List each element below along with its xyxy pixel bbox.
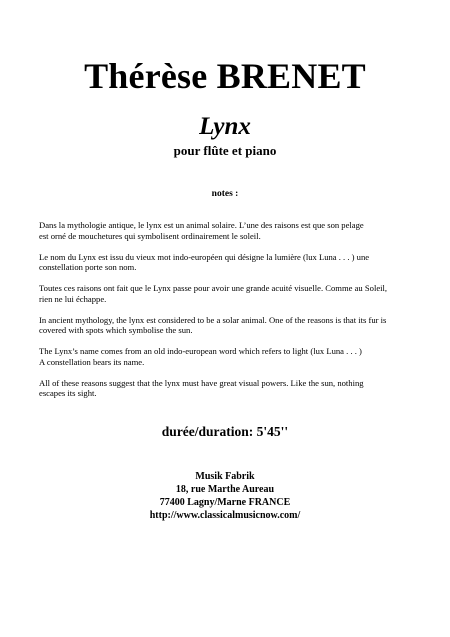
duration-label: durée/duration: 5'45'' (161, 424, 289, 439)
work-subtitle: pour flûte et piano (173, 143, 277, 158)
notes-line: Le nom du Lynx est issu du vieux mot indo-européen qui désigne la lumière (lux Luna . . . ) une (39, 251, 370, 262)
notes-paragraph-en-3 (39, 378, 429, 399)
publisher-url: http://www.classicalmusicnow.com/ (149, 510, 301, 521)
program-notes (39, 220, 429, 409)
notes-paragraph-fr-3 (39, 283, 429, 304)
notes-line: Dans la mythologie antique, le lynx est un animal solaire. L’une des raisons est que son pelage (39, 220, 364, 230)
notes-line: Toutes ces raisons ont fait que le Lynx passe pour avoir une grande acuité visuelle. Comme au Soleil, (39, 283, 388, 293)
notes-line: In ancient mythology, the lynx est considered to be a solar animal. One of the reasons is that its fur is (39, 314, 387, 325)
notes-paragraph-fr-1 (39, 220, 429, 241)
notes-paragraph-fr-2 (39, 252, 429, 273)
work-title: Lynx (199, 113, 251, 140)
notes-line: covered with spots which symbolise the sun. (39, 325, 193, 335)
notes-line: escapes its sight. (39, 388, 97, 398)
publisher-block (0, 470, 450, 522)
notes-line: All of these reasons suggest that the lynx must have great visual powers. Like the sun, nothing (39, 377, 364, 388)
notes-line: The Lynx’s name comes from an old indo-european word which refers to light (lux Luna . . . ) (39, 346, 362, 356)
publisher-name: Musik Fabrik (195, 471, 255, 482)
notes-line: constellation porte son nom. (39, 262, 137, 272)
publisher-street: 18, rue Marthe Aureau (175, 484, 275, 495)
notes-paragraph-en-2 (39, 346, 429, 367)
notes-line: rien ne lui échappe. (39, 293, 107, 304)
notes-line: est orné de mouchetures qui symbolisent ordinairement le soleil. (39, 230, 261, 241)
notes-paragraph-en-1 (39, 315, 429, 336)
notes-line: A constellation bears its name. (39, 356, 145, 367)
composer-name: Thérèse BRENET (84, 56, 366, 96)
publisher-city: 77400 Lagny/Marne FRANCE (159, 497, 291, 508)
notes-heading: notes : (211, 189, 239, 199)
